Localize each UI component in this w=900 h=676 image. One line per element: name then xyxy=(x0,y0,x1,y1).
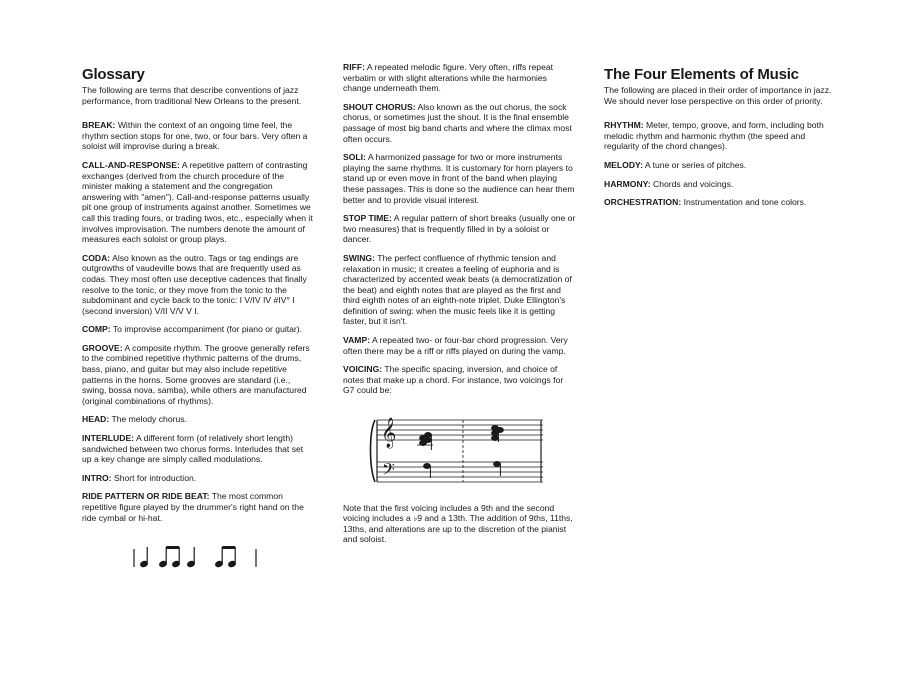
term-definition: A tune or series of pitches. xyxy=(644,159,747,170)
term-label: VOICING: xyxy=(343,364,383,375)
term-label: ORCHESTRATION: xyxy=(604,197,682,208)
glossary-entry-call-and-response xyxy=(82,160,314,245)
glossary-entry-swing xyxy=(343,253,576,327)
term-definition: Within the context of an ongoing time feel, the rhythm section stops for one, two, or four bars. Very often a soloist will improvise during a break. xyxy=(82,120,308,152)
glossary-title: Glossary xyxy=(82,66,145,83)
term-definition: Also known as the outro. Tags or tag endings are outgrowths of vaudeville bows that are frequently used as codas. They most often use deceptive cadences that finally resolve to the tonic, or they move from the tonic to the subdominant and cycle back to the tonic: I V/IV IV #IV° I (second inversion) V/II V/V V I. xyxy=(82,252,307,316)
glossary-column-1 xyxy=(82,62,314,574)
glossary-column-2 xyxy=(343,62,576,553)
term-label: SOLI: xyxy=(343,152,366,163)
term-label: BREAK: xyxy=(82,120,116,131)
glossary-entry-ride-pattern xyxy=(82,491,314,523)
glossary-entry-groove xyxy=(82,343,314,407)
term-label: SHOUT CHORUS: xyxy=(343,101,416,112)
glossary-entry-intro xyxy=(82,473,314,484)
glossary-entry-head xyxy=(82,414,314,425)
term-label: RHYTHM: xyxy=(604,120,644,131)
term-definition: A different form (of relatively short length) sandwiched between two chorus forms. Interludes that set up a key change are simply called modulations. xyxy=(82,433,304,465)
term-definition: The melody chorus. xyxy=(111,414,187,425)
glossary-entry-coda xyxy=(82,253,314,317)
element-entry-rhythm xyxy=(604,120,836,152)
term-definition: Meter, tempo, groove, and form, including both melodic rhythm and harmonic rhythm (the speed and regularity of the chord changes). xyxy=(604,120,824,152)
term-definition: A regular pattern of short breaks (usually one or two measures) that is frequently filled in by a soloist or dancer. xyxy=(343,213,576,245)
ride-pattern-rhythm-figure xyxy=(132,543,272,571)
svg-text:𝄢: 𝄢 xyxy=(382,459,395,484)
voicing-note: Note that the first voicing includes a 9th and the second voicing includes a ♭9 and a 13th. The addition of 9ths, 11ths, 13ths, and alterations are up to the discretion of the pianist and soloist. xyxy=(343,502,573,545)
term-label: CALL-AND-RESPONSE: xyxy=(82,159,180,170)
four-elements-title: The Four Elements of Music xyxy=(604,66,799,83)
glossary-entry-voicing xyxy=(343,364,576,396)
term-definition: Instrumentation and tone colors. xyxy=(683,197,807,208)
voicing-grand-staff-figure xyxy=(367,412,547,490)
term-definition: The most common repetitive figure played by the drummer's right hand on the ride cymbal or hi-hat. xyxy=(82,491,304,523)
glossary-entry-vamp xyxy=(343,335,576,356)
term-label: RIFF: xyxy=(343,62,365,72)
term-definition: A harmonized passage for two or more instruments playing the same rhythms. It is customary for horn players to stand up or even move in front of the band when playing these passages. This is done so the audience can hear them better and to provide visual interest. xyxy=(343,152,575,205)
glossary-entry-shout-chorus xyxy=(343,102,576,144)
element-entry-melody xyxy=(604,160,836,171)
term-label: STOP TIME: xyxy=(343,213,392,224)
glossary-intro: The following are terms that describe conventions of jazz performance, from traditional New Orleans to the present. xyxy=(82,85,302,106)
term-definition: Chords and voicings. xyxy=(653,178,734,189)
element-entry-orchestration xyxy=(604,197,836,208)
element-entry-harmony xyxy=(604,179,836,190)
term-label: VAMP: xyxy=(343,335,371,346)
term-label: SWING: xyxy=(343,252,375,263)
term-label: HEAD: xyxy=(82,414,110,425)
term-label: HARMONY: xyxy=(604,178,651,189)
term-label: RIDE PATTERN OR RIDE BEAT: xyxy=(82,491,210,502)
term-definition: A composite rhythm. The groove generally refers to the combined repetitive rhythmic patterns of the drums, bass, piano, and guitar but may also include repetitive patterns in the horns. Some grooves are standard (i.e., swing, bossa nova, samba), while others are manufactured (original combinations of rhythms). xyxy=(82,342,310,406)
term-definition: A repeated melodic figure. Very often, riffs repeat verbatim or with slight alterations while the harmonies change underneath them. xyxy=(343,62,554,94)
term-label: COMP: xyxy=(82,324,111,335)
term-definition: To improvise accompaniment (for piano or guitar). xyxy=(112,324,303,335)
four-elements-column xyxy=(604,62,836,216)
term-definition: A repetitive pattern of contrasting exchanges (derived from the church procedure of the minister making a statement and the congregation answering with "amen"). Call-and-response patterns usually pit one group of instruments against another. Sometimes we call this trading fours, or trading twos, etc., especially when it involves improvisation. The numbers denote the amount of measures each soloist or group plays. xyxy=(82,159,313,245)
glossary-entry-interlude xyxy=(82,433,314,465)
term-definition: A repeated two- or four-bar chord progression. Very often there may be a riff or riffs played on during the vamp. xyxy=(343,335,568,356)
glossary-entry-comp xyxy=(82,324,314,335)
glossary-entry-stop-time xyxy=(343,213,576,245)
term-label: MELODY: xyxy=(604,159,643,170)
term-definition: The specific spacing, inversion, and choice of notes that make up a chord. For instance, two voicings for G7 could be: xyxy=(343,364,564,396)
glossary-entry-soli xyxy=(343,152,576,205)
term-label: CODA: xyxy=(82,252,111,263)
term-definition: The perfect confluence of rhythmic tension and relaxation in music; it creates a feeling of euphoria and is characterized by accented weak beats (a democratization of the beat) and eighth notes that are played as the first and third eighth notes of an eighth-note triplet. Duke Ellington's definition of swing: when the music feels like it is getting faster, but it isn't. xyxy=(343,252,572,327)
term-label: INTRO: xyxy=(82,472,112,483)
svg-text:𝄞: 𝄞 xyxy=(381,418,397,449)
term-label: GROOVE: xyxy=(82,342,123,353)
glossary-entry-break xyxy=(82,120,314,152)
term-definition: Short for introduction. xyxy=(114,472,197,483)
four-elements-intro: The following are placed in their order of importance in jazz. We should never lose perspective on this order of priority. xyxy=(604,85,832,106)
glossary-entry-riff xyxy=(343,62,576,94)
term-definition: Also known as the out chorus, the sock chorus, or sometimes just the shout. It is the final ensemble passage of most big band charts and where the climax most often occurs. xyxy=(343,101,572,144)
term-label: INTERLUDE: xyxy=(82,433,135,444)
